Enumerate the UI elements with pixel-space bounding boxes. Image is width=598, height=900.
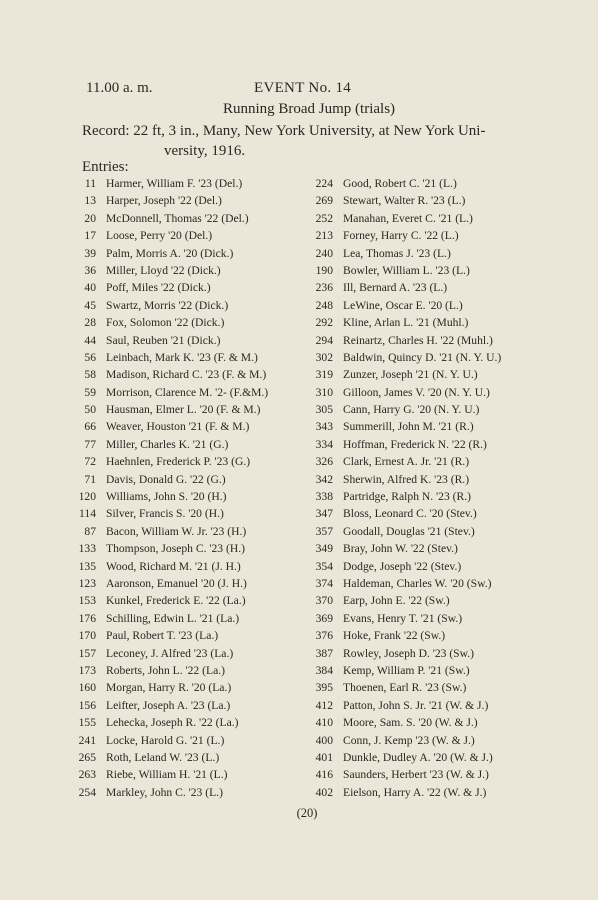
entry-row [300, 542, 501, 559]
entry-name: Goodall, Douglas '21 (Stev.) [343, 524, 475, 538]
entry-number: 342 [315, 472, 333, 486]
entry-number: 265 [78, 750, 96, 764]
entry-number: 135 [78, 559, 96, 573]
entry-row [300, 386, 501, 403]
entry-row [300, 264, 501, 281]
entry-number: 160 [78, 681, 96, 695]
entry-number: 400 [315, 733, 333, 747]
entry-name: Kline, Arlan L. '21 (Muhl.) [343, 316, 469, 330]
entry-name: Roberts, John L. '22 (La.) [106, 663, 225, 677]
entry-row [300, 560, 501, 577]
entry-name: Bray, John W. '22 (Stev.) [343, 542, 458, 556]
entry-name: Madison, Richard C. '23 (F. & M.) [106, 368, 267, 382]
entry-name: Harper, Joseph '22 (Del.) [106, 194, 222, 208]
entry-number: 133 [78, 542, 96, 556]
event-time: 11.00 a. m. [86, 80, 153, 96]
entry-number: 176 [78, 611, 96, 625]
entry-number: 72 [84, 455, 96, 469]
entry-name: Hausman, Elmer L. '20 (F. & M.) [106, 403, 261, 417]
record-text [82, 121, 542, 161]
entry-name: Forney, Harry C. '22 (L.) [343, 229, 459, 243]
event-number: EVENT No. 14 [254, 80, 352, 96]
entry-number: 387 [315, 646, 333, 660]
entry-name: Moore, Sam. S. '20 (W. & J.) [343, 716, 478, 730]
entry-row [60, 299, 268, 316]
entry-number: 343 [315, 420, 333, 434]
entry-row [300, 247, 501, 264]
entry-row [60, 560, 268, 577]
entry-number: 11 [84, 177, 96, 190]
entry-number: 401 [315, 750, 333, 764]
entry-name: Summerill, John M. '21 (R.) [343, 420, 474, 434]
entry-name: Kunkel, Frederick E. '22 (La.) [106, 594, 246, 608]
entry-row [300, 786, 501, 803]
entry-row [60, 716, 268, 733]
entry-name: Haldeman, Charles W. '20 (Sw.) [343, 576, 492, 590]
entry-row [60, 194, 268, 211]
entry-number: 305 [315, 403, 333, 417]
entry-number: 236 [315, 281, 333, 295]
entry-name: Reinartz, Charles H. '22 (Muhl.) [343, 333, 493, 347]
entry-row [300, 716, 501, 733]
entry-name: Poff, Miles '22 (Dick.) [106, 281, 211, 295]
record-line-2: versity, 1916. [164, 143, 246, 159]
entry-number: 254 [78, 785, 96, 799]
entry-name: Leifter, Joseph A. '23 (La.) [106, 698, 231, 712]
entry-row [60, 473, 268, 490]
entry-number: 349 [315, 542, 333, 556]
entry-name: Zunzer, Joseph '21 (N. Y. U.) [343, 368, 478, 382]
entry-row [300, 438, 501, 455]
entry-number: 310 [315, 385, 333, 399]
entry-number: 58 [84, 368, 96, 382]
entry-number: 120 [78, 490, 96, 504]
entries-left-column [60, 177, 268, 803]
entry-name: Leconey, J. Alfred '23 (La.) [106, 646, 234, 660]
entry-row [60, 681, 268, 698]
entry-number: 248 [315, 298, 333, 312]
entry-row [300, 768, 501, 785]
entry-row [60, 438, 268, 455]
entry-name: Silver, Francis S. '20 (H.) [106, 507, 224, 521]
entry-number: 213 [315, 229, 333, 243]
entry-name: Lehecka, Joseph R. '22 (La.) [106, 716, 239, 730]
entry-row [60, 664, 268, 681]
entry-number: 155 [78, 716, 96, 730]
entry-number: 402 [315, 785, 333, 799]
entry-name: Manahan, Everet C. '21 (L.) [343, 211, 473, 225]
entry-name: Stewart, Walter R. '23 (L.) [343, 194, 466, 208]
entry-name: Weaver, Houston '21 (F. & M.) [106, 420, 250, 434]
entry-number: 170 [78, 629, 96, 643]
entry-name: Swartz, Morris '22 (Dick.) [106, 298, 229, 312]
entry-name: Earp, John E. '22 (Sw.) [343, 594, 450, 608]
entry-number: 44 [84, 333, 96, 347]
entry-number: 319 [315, 368, 333, 382]
entry-row [60, 647, 268, 664]
entry-number: 71 [84, 472, 96, 486]
entry-row [60, 420, 268, 437]
entry-number: 263 [78, 768, 96, 782]
entry-name: Bloss, Leonard C. '20 (Stev.) [343, 507, 477, 521]
entry-row [60, 368, 268, 385]
entry-row [300, 751, 501, 768]
entry-row [60, 351, 268, 368]
entry-name: Eielson, Harry A. '22 (W. & J.) [343, 785, 487, 799]
entry-name: Williams, John S. '20 (H.) [106, 490, 227, 504]
entry-name: Loose, Perry '20 (Del.) [106, 229, 213, 243]
entry-name: Morrison, Clarence M. '2- (F.&M.) [106, 385, 269, 399]
entry-row [300, 334, 501, 351]
entry-name: Saul, Reuben '21 (Dick.) [106, 333, 221, 347]
entry-row [300, 455, 501, 472]
entry-name: Clark, Ernest A. Jr. '21 (R.) [343, 455, 470, 469]
entry-row [300, 629, 501, 646]
entry-row [60, 386, 268, 403]
entry-number: 410 [315, 716, 333, 730]
entry-row [300, 177, 501, 194]
entry-number: 384 [315, 663, 333, 677]
entry-number: 224 [315, 177, 333, 190]
entry-number: 123 [78, 576, 96, 590]
page-number: (20) [296, 806, 318, 820]
entry-name: Cann, Harry G. '20 (N. Y. U.) [343, 403, 480, 417]
entry-name: Miller, Charles K. '21 (G.) [106, 437, 229, 451]
entry-number: 45 [84, 298, 96, 312]
entry-number: 294 [315, 333, 333, 347]
entry-name: Gilloon, James V. '20 (N. Y. U.) [343, 385, 490, 399]
entry-row [60, 594, 268, 611]
entry-name: Haehnlen, Frederick P. '23 (G.) [106, 455, 251, 469]
entry-name: Davis, Donald G. '22 (G.) [106, 472, 226, 486]
entry-name: Locke, Harold G. '21 (L.) [106, 733, 225, 747]
entry-row [60, 612, 268, 629]
entry-name: Harmer, William F. '23 (Del.) [106, 177, 243, 190]
entry-number: 357 [315, 524, 333, 538]
entry-row [300, 734, 501, 751]
record-line-1: Record: 22 ft, 3 in., Many, New York University, at New York Uni- [82, 123, 486, 139]
entry-row [300, 212, 501, 229]
entry-row [300, 194, 501, 211]
entry-row [300, 594, 501, 611]
entry-name: Palm, Morris A. '20 (Dick.) [106, 246, 234, 260]
entry-number: 326 [315, 455, 333, 469]
entry-row [60, 281, 268, 298]
entry-number: 269 [315, 194, 333, 208]
event-title: Running Broad Jump (trials) [222, 101, 396, 117]
entry-row [60, 542, 268, 559]
entry-number: 370 [315, 594, 333, 608]
entry-row [300, 664, 501, 681]
entry-row [60, 334, 268, 351]
entry-number: 241 [78, 733, 96, 747]
entry-name: Morgan, Harry R. '20 (La.) [106, 681, 232, 695]
entry-row [300, 612, 501, 629]
entry-row [300, 577, 501, 594]
entry-number: 28 [84, 316, 96, 330]
entry-name: Kemp, William P. '21 (Sw.) [343, 663, 470, 677]
entry-row [60, 751, 268, 768]
entry-name: Patton, John S. Jr. '21 (W. & J.) [343, 698, 489, 712]
entry-name: Fox, Solomon '22 (Dick.) [106, 316, 225, 330]
entry-name: Schilling, Edwin L. '21 (La.) [106, 611, 240, 625]
entry-row [300, 647, 501, 664]
entry-name: Partridge, Ralph N. '23 (R.) [343, 490, 471, 504]
entry-row [60, 490, 268, 507]
entry-row [300, 229, 501, 246]
entry-row [60, 734, 268, 751]
entry-row [300, 490, 501, 507]
entry-number: 252 [315, 211, 333, 225]
entry-name: McDonnell, Thomas '22 (Del.) [106, 211, 249, 225]
entry-row [300, 525, 501, 542]
entry-row [300, 316, 501, 333]
entry-number: 36 [84, 263, 96, 277]
entry-name: LeWine, Oscar E. '20 (L.) [343, 298, 463, 312]
entry-row [60, 247, 268, 264]
entry-row [300, 281, 501, 298]
entry-number: 416 [315, 768, 333, 782]
entry-row [60, 455, 268, 472]
entry-number: 302 [315, 350, 333, 364]
entry-name: Markley, John C. '23 (L.) [106, 785, 223, 799]
entry-row [60, 264, 268, 281]
entry-name: Sherwin, Alfred K. '23 (R.) [343, 472, 470, 486]
entry-number: 39 [84, 246, 96, 260]
entry-row [60, 786, 268, 803]
entry-name: Rowley, Joseph D. '23 (Sw.) [343, 646, 475, 660]
entry-number: 13 [84, 194, 96, 208]
entry-name: Good, Robert C. '21 (L.) [343, 177, 457, 190]
entry-name: Evans, Henry T. '21 (Sw.) [343, 611, 463, 625]
entry-row [300, 473, 501, 490]
entry-row [60, 177, 268, 194]
entry-number: 77 [84, 437, 96, 451]
entry-row [60, 629, 268, 646]
entry-row [60, 507, 268, 524]
entries-label: Entries: [82, 159, 129, 175]
entry-name: Aaronson, Emanuel '20 (J. H.) [106, 576, 247, 590]
entry-number: 40 [84, 281, 96, 295]
entry-number: 338 [315, 490, 333, 504]
entry-number: 395 [315, 681, 333, 695]
entry-name: Conn, J. Kemp '23 (W. & J.) [343, 733, 475, 747]
entry-number: 153 [78, 594, 96, 608]
entry-number: 20 [84, 211, 96, 225]
entry-name: Bowler, William L. '23 (L.) [343, 263, 470, 277]
entry-name: Riebe, William H. '21 (L.) [106, 768, 228, 782]
entry-number: 347 [315, 507, 333, 521]
entry-number: 66 [84, 420, 96, 434]
entry-name: Hoke, Frank '22 (Sw.) [343, 629, 446, 643]
entry-number: 354 [315, 559, 333, 573]
entry-number: 190 [315, 263, 333, 277]
entry-number: 412 [315, 698, 333, 712]
entry-number: 56 [84, 350, 96, 364]
entry-number: 240 [315, 246, 333, 260]
entry-number: 87 [84, 524, 96, 538]
entry-number: 157 [78, 646, 96, 660]
entry-number: 376 [315, 629, 333, 643]
entry-name: Hoffman, Frederick N. '22 (R.) [343, 437, 487, 451]
entry-row [300, 699, 501, 716]
entry-number: 292 [315, 316, 333, 330]
entry-name: Wood, Richard M. '21 (J. H.) [106, 559, 241, 573]
entry-name: Bacon, William W. Jr. '23 (H.) [106, 524, 247, 538]
entry-name: Saunders, Herbert '23 (W. & J.) [343, 768, 489, 782]
entry-row [60, 403, 268, 420]
entry-name: Thoenen, Earl R. '23 (Sw.) [343, 681, 467, 695]
entry-row [300, 299, 501, 316]
entry-row [300, 351, 501, 368]
entry-name: Roth, Leland W. '23 (L.) [106, 750, 220, 764]
entry-row [60, 229, 268, 246]
entry-number: 17 [84, 229, 96, 243]
entry-row [60, 212, 268, 229]
entry-number: 369 [315, 611, 333, 625]
entry-name: Dunkle, Dudley A. '20 (W. & J.) [343, 750, 493, 764]
entry-row [60, 577, 268, 594]
entries-right-column [300, 177, 501, 803]
entry-number: 59 [84, 385, 96, 399]
entry-row [60, 316, 268, 333]
entry-name: Ill, Bernard A. '23 (L.) [343, 281, 448, 295]
entry-row [300, 368, 501, 385]
entry-row [300, 420, 501, 437]
entry-row [300, 507, 501, 524]
entry-name: Miller, Lloyd '22 (Dick.) [106, 263, 221, 277]
entry-number: 173 [78, 663, 96, 677]
entry-number: 50 [84, 403, 96, 417]
entry-name: Dodge, Joseph '22 (Stev.) [343, 559, 462, 573]
entry-number: 156 [78, 698, 96, 712]
entry-number: 374 [315, 576, 333, 590]
entry-name: Leinbach, Mark K. '23 (F. & M.) [106, 350, 258, 364]
entry-row [300, 681, 501, 698]
entry-row [60, 525, 268, 542]
entry-row [60, 768, 268, 785]
entry-name: Baldwin, Quincy D. '21 (N. Y. U.) [343, 350, 502, 364]
entry-row [300, 403, 501, 420]
entry-number: 114 [79, 507, 96, 521]
entry-name: Paul, Robert T. '23 (La.) [106, 629, 219, 643]
entry-name: Lea, Thomas J. '23 (L.) [343, 246, 451, 260]
entry-row [60, 699, 268, 716]
entry-name: Thompson, Joseph C. '23 (H.) [106, 542, 245, 556]
entry-number: 334 [315, 437, 333, 451]
